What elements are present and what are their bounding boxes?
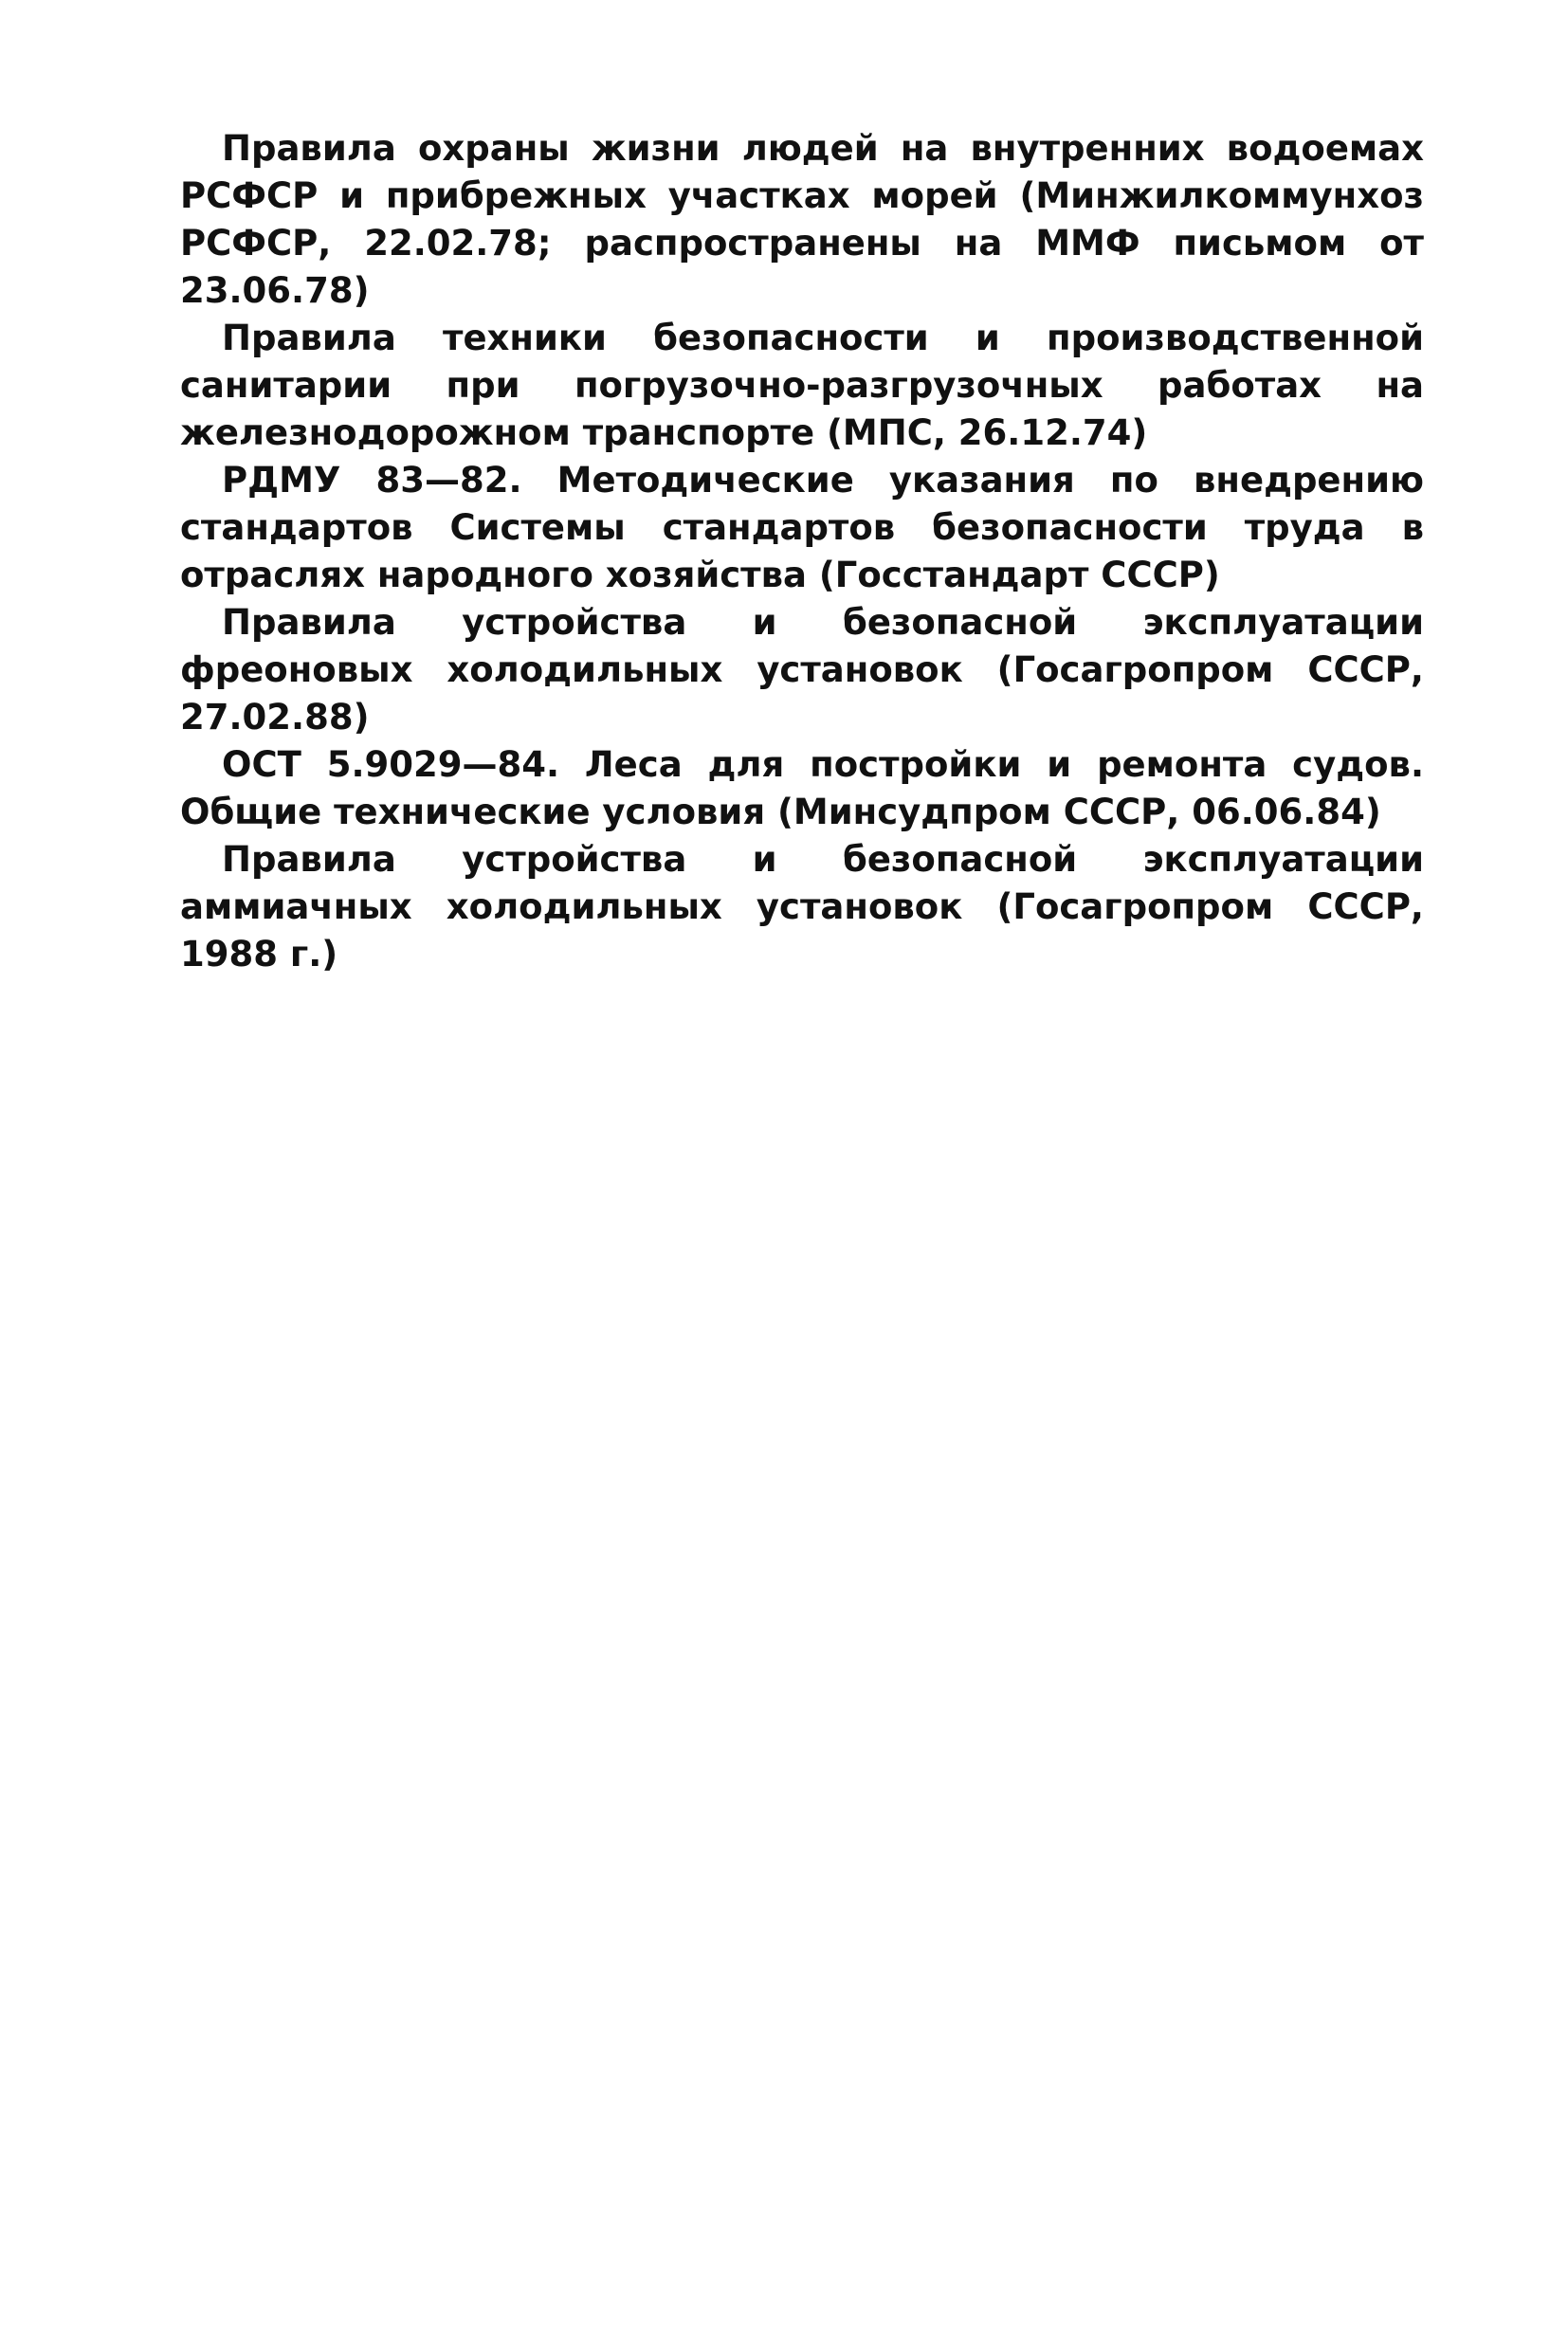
reference-entry-1: Правила охраны жизни людей на внутренних водоемах РСФСР и прибрежных участках морей (Минжилкоммунхоз РСФСР, 22.02.78; распространены на ММФ письмом от 23.06.78)	[180, 128, 1424, 311]
document-page	[180, 125, 1424, 978]
reference-entry-4: Правила устройства и безопасной эксплуатации фреоновых холодильных установок (Госагропром СССР, 27.02.88)	[180, 602, 1424, 738]
reference-entry-3: РДМУ 83—82. Методические указания по внедрению стандартов Системы стандартов безопасности труда в отраслях народного хозяйства (Госстандарт СССР)	[180, 460, 1424, 595]
reference-entry-5: ОСТ 5.9029—84. Леса для постройки и ремонта судов. Общие технические условия (Минсудпром СССР, 06.06.84)	[180, 744, 1424, 832]
reference-entry-2: Правила техники безопасности и производственной санитарии при погрузочно-разгрузочных работах на железнодорожном транспорте (МПС, 26.12.74)	[180, 318, 1424, 453]
reference-entry-6: Правила устройства и безопасной эксплуатации аммиачных холодильных установок (Госагропром СССР, 1988 г.)	[180, 839, 1424, 975]
